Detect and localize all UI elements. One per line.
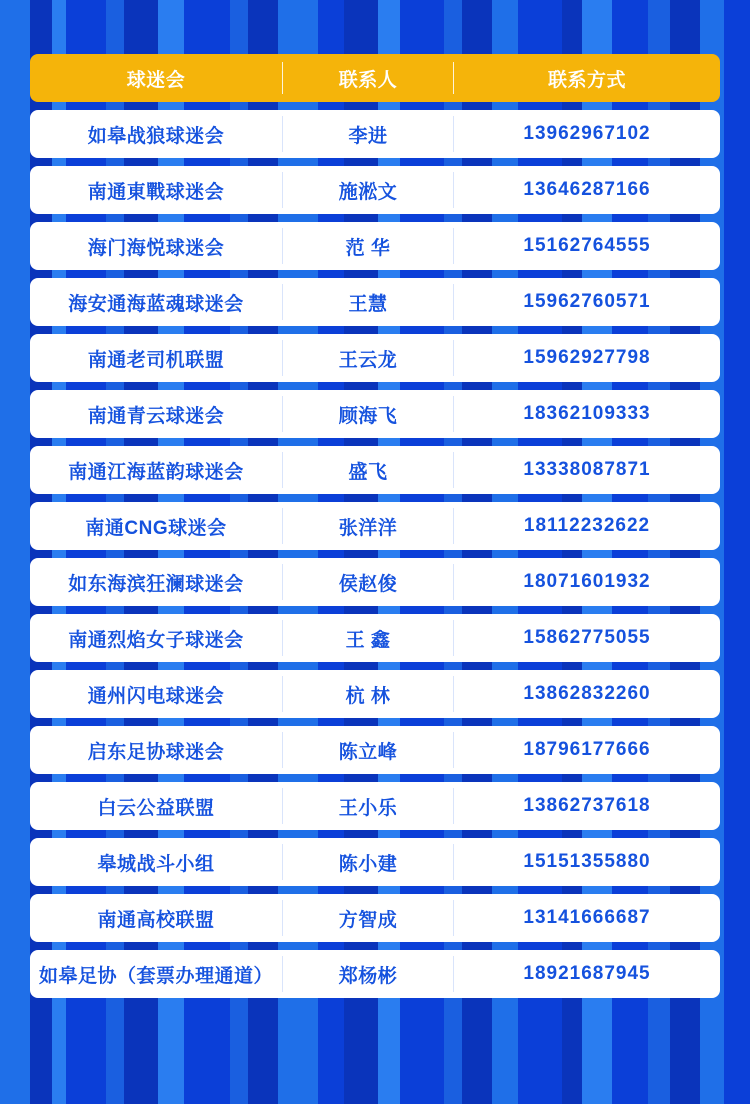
cell-phone: 18796177666 [454,726,720,774]
cell-phone: 13962967102 [454,110,720,158]
cell-phone: 13338087871 [454,446,720,494]
cell-club: 南通老司机联盟 [30,334,282,382]
cell-phone: 13141666687 [454,894,720,942]
cell-contact: 方智成 [282,894,454,942]
table-row [30,614,720,662]
cell-phone: 13862737618 [454,782,720,830]
table-row [30,558,720,606]
cell-phone: 15151355880 [454,838,720,886]
cell-phone: 18362109333 [454,390,720,438]
fanclub-contact-table [30,46,720,1006]
table-row [30,838,720,886]
cell-contact: 王云龙 [282,334,454,382]
cell-club: 通州闪电球迷会 [30,670,282,718]
header-cell-phone: 联系方式 [454,54,720,102]
cell-phone: 15962760571 [454,278,720,326]
header-row [30,54,720,102]
header-cell-contact: 联系人 [282,54,454,102]
cell-phone: 13646287166 [454,166,720,214]
cell-phone: 18112232622 [454,502,720,550]
cell-phone: 15162764555 [454,222,720,270]
cell-phone: 18921687945 [454,950,720,998]
cell-club: 如东海滨狂澜球迷会 [30,558,282,606]
header-cell-club: 球迷会 [30,54,282,102]
table-row [30,278,720,326]
table-row [30,726,720,774]
cell-club: 海门海悦球迷会 [30,222,282,270]
table-row [30,390,720,438]
cell-contact: 郑杨彬 [282,950,454,998]
cell-club: 皋城战斗小组 [30,838,282,886]
cell-contact: 杭 林 [282,670,454,718]
table-row [30,110,720,158]
cell-contact: 张洋洋 [282,502,454,550]
table-body [30,110,720,998]
table-row [30,782,720,830]
cell-contact: 侯赵俊 [282,558,454,606]
cell-club: 启东足协球迷会 [30,726,282,774]
cell-phone: 15862775055 [454,614,720,662]
table-row [30,222,720,270]
cell-phone: 13862832260 [454,670,720,718]
cell-contact: 王 鑫 [282,614,454,662]
cell-club: 南通烈焰女子球迷会 [30,614,282,662]
cell-club: 南通江海蓝韵球迷会 [30,446,282,494]
cell-contact: 王慧 [282,278,454,326]
cell-contact: 范 华 [282,222,454,270]
cell-contact: 李进 [282,110,454,158]
cell-contact: 陈小建 [282,838,454,886]
cell-club: 南通東戰球迷会 [30,166,282,214]
cell-contact: 施淞文 [282,166,454,214]
cell-contact: 盛飞 [282,446,454,494]
cell-club: 白云公益联盟 [30,782,282,830]
cell-club: 南通高校联盟 [30,894,282,942]
cell-club: 如皋足协（套票办理通道） [30,950,282,998]
cell-club: 海安通海蓝魂球迷会 [30,278,282,326]
table-row [30,334,720,382]
table-header [30,54,720,102]
table-row [30,502,720,550]
table-row [30,950,720,998]
table-row [30,446,720,494]
cell-club: 南通青云球迷会 [30,390,282,438]
cell-contact: 陈立峰 [282,726,454,774]
cell-club: 南通CNG球迷会 [30,502,282,550]
table-row [30,894,720,942]
cell-phone: 15962927798 [454,334,720,382]
table-row [30,166,720,214]
cell-contact: 顾海飞 [282,390,454,438]
cell-phone: 18071601932 [454,558,720,606]
cell-club: 如皋战狼球迷会 [30,110,282,158]
table-row [30,670,720,718]
cell-contact: 王小乐 [282,782,454,830]
